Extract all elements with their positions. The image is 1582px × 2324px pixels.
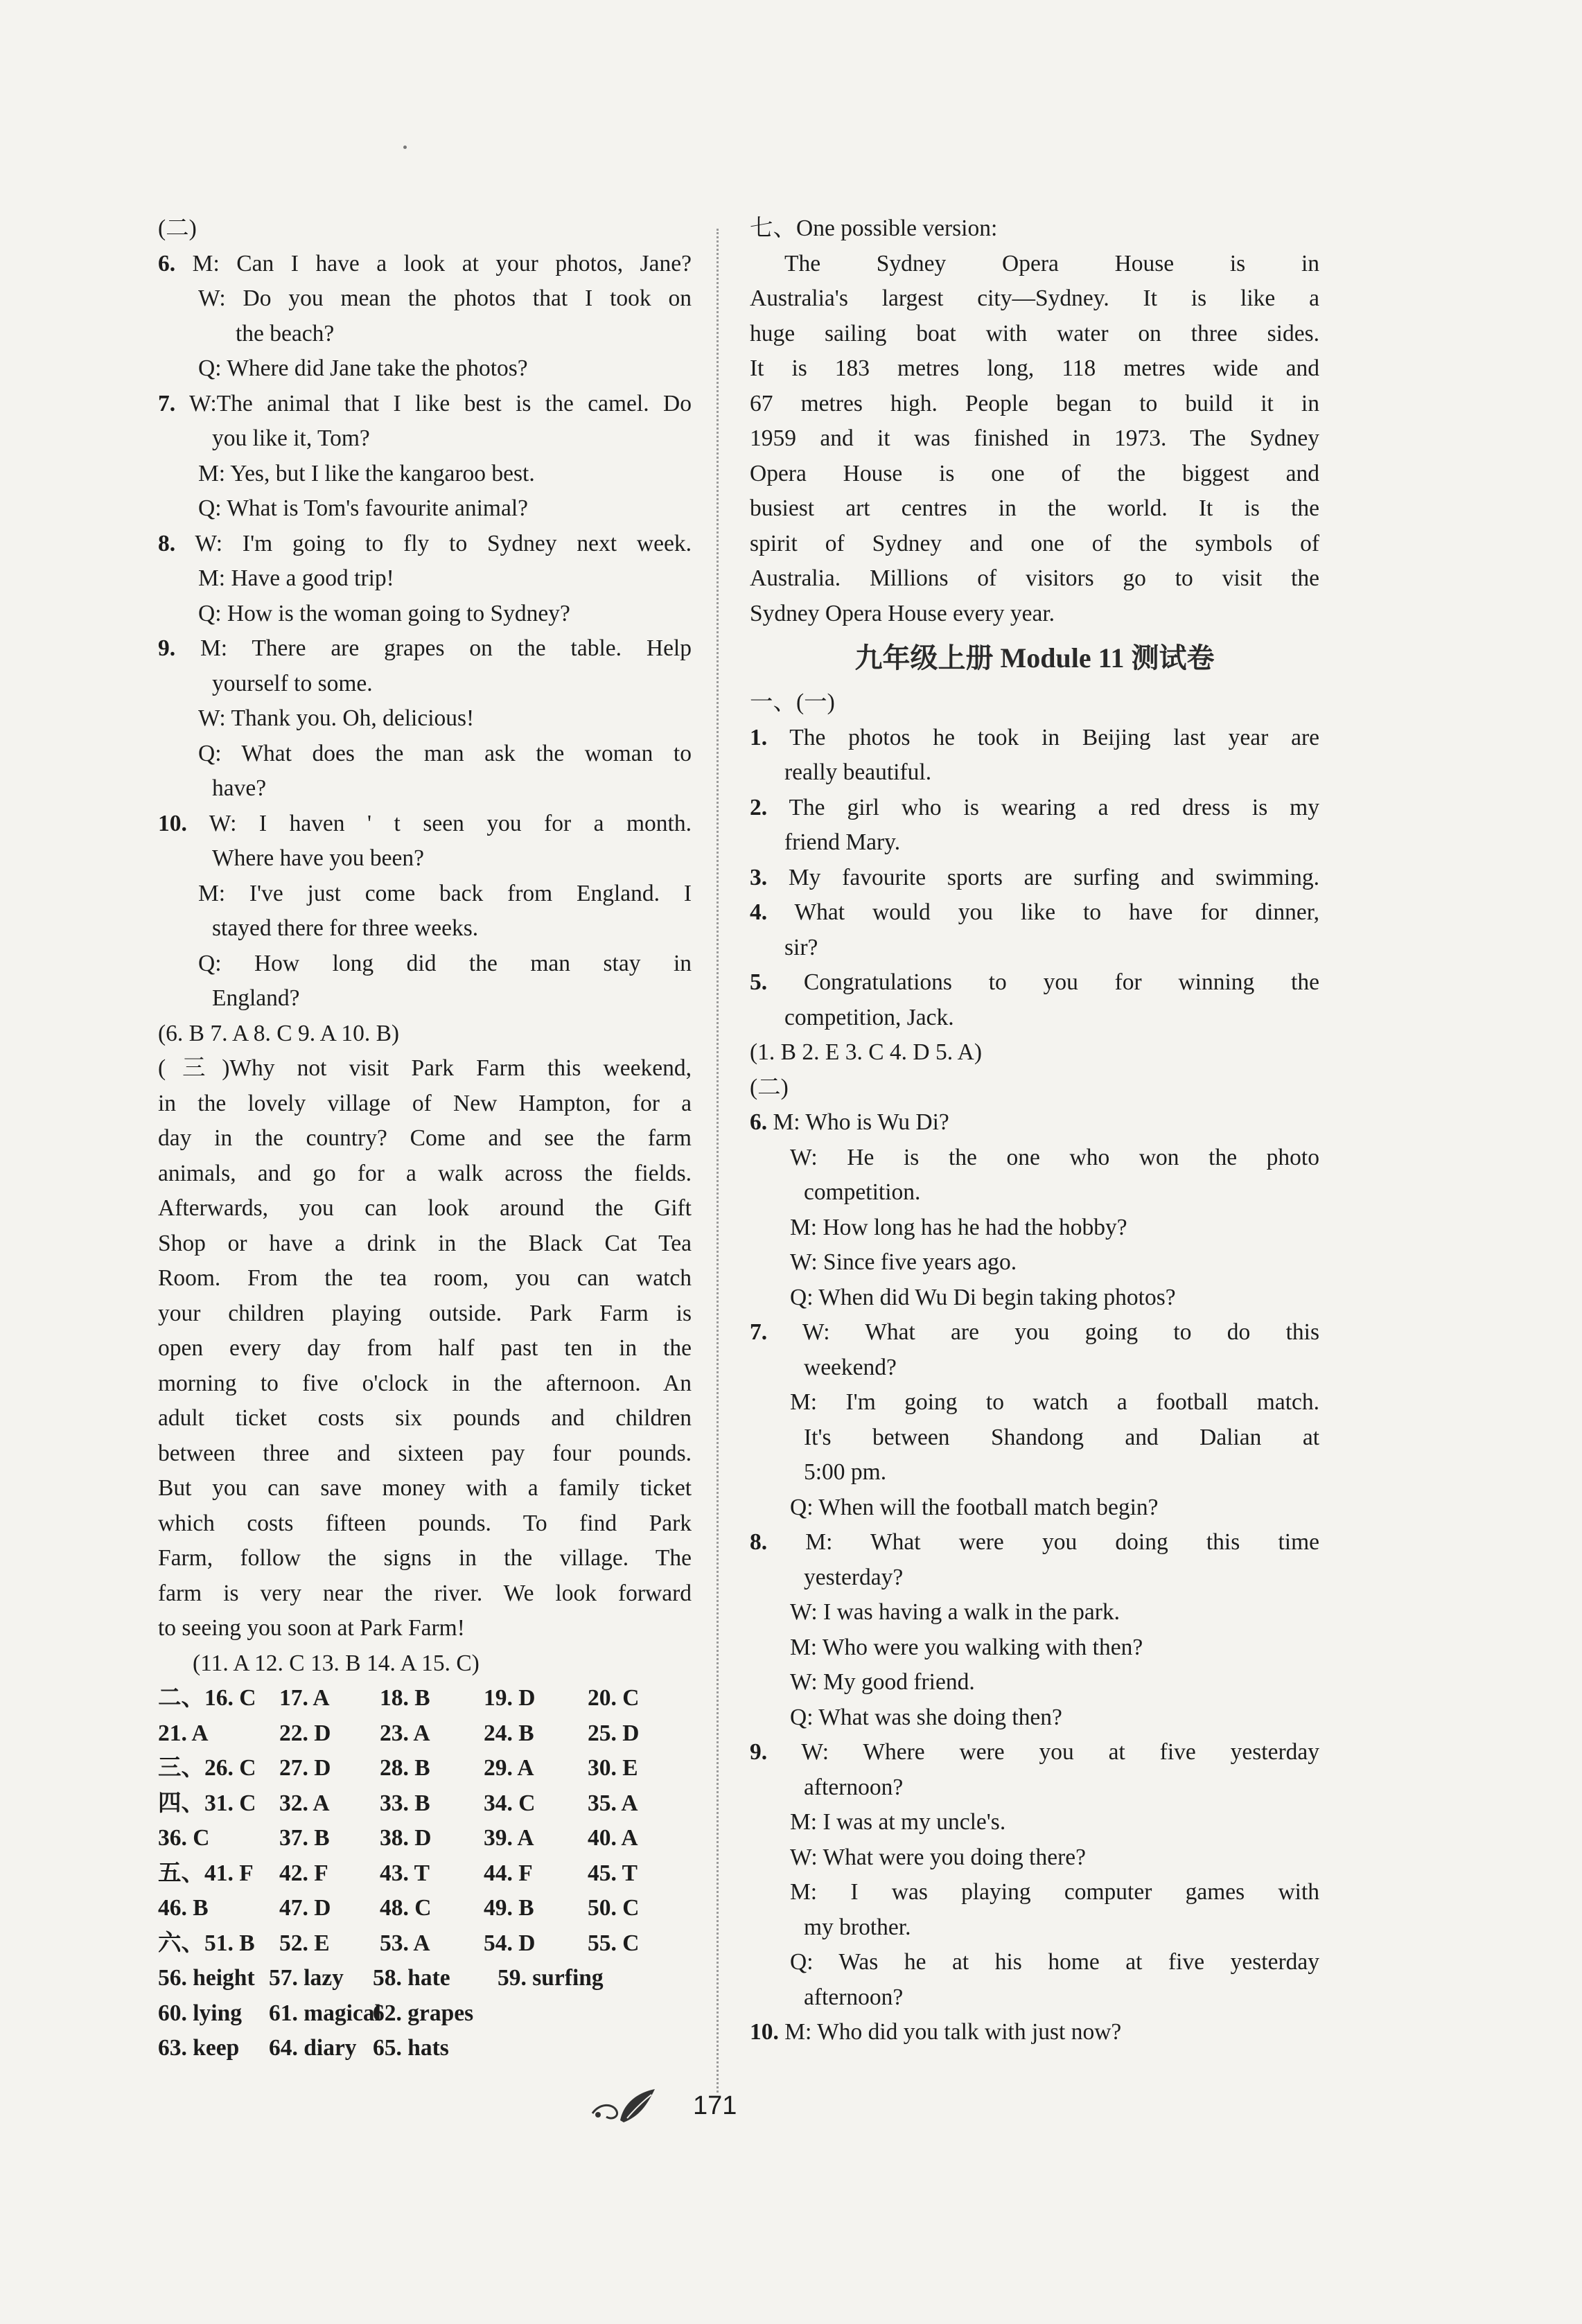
item-number: 10.	[158, 810, 187, 836]
left-line	[158, 877, 692, 912]
left-line	[158, 211, 692, 247]
right-line	[750, 895, 1319, 931]
page-number: 171	[693, 2091, 737, 2120]
left-line	[158, 527, 692, 562]
answer-row	[158, 1891, 692, 1926]
answer-row	[158, 2031, 692, 2066]
left-line	[158, 1506, 692, 1542]
line-text: animals, and go for a walk across the fields.	[158, 1160, 692, 1186]
line-text: the beach?	[236, 320, 335, 346]
line-text: Australia's largest city—Sydney. It is like a	[750, 285, 1319, 311]
right-line	[750, 861, 1319, 896]
answer-cell: 四、31. C	[158, 1790, 256, 1816]
line-text: friend Mary.	[784, 829, 901, 855]
right-top-line	[750, 527, 1319, 562]
answer-cell: 36. C	[158, 1825, 210, 1851]
answer-cell: 46. B	[158, 1895, 209, 1921]
right-line	[750, 1525, 1319, 1560]
answer-cell	[498, 2031, 608, 2066]
left-line	[158, 1016, 692, 1052]
left-line	[158, 947, 692, 982]
answer-cell: 62. grapes	[373, 2000, 474, 2026]
line-text: Q: When will the football match begin?	[790, 1494, 1159, 1520]
line-text: yesterday?	[804, 1564, 904, 1590]
answer-row	[158, 1751, 692, 1786]
line-text: Q: When did Wu Di begin taking photos?	[790, 1284, 1176, 1310]
answer-cell: 40. A	[588, 1825, 638, 1851]
answer-cell: 63. keep	[158, 2035, 240, 2061]
left-line	[158, 281, 692, 317]
left-line	[158, 1576, 692, 1612]
line-text: in the lovely village of New Hampton, for a	[158, 1090, 692, 1116]
left-line	[158, 911, 692, 947]
item-number: 2.	[750, 794, 768, 820]
line-text: But you can save money with a family ticket	[158, 1475, 692, 1501]
right-line	[750, 1350, 1319, 1386]
left-line	[158, 561, 692, 597]
right-line	[750, 1455, 1319, 1490]
line-text: Where have you been?	[212, 845, 424, 871]
answer-cell: 28. B	[380, 1755, 430, 1781]
line-text: sir?	[784, 934, 818, 960]
line-text: Q: What was she doing then?	[790, 1704, 1062, 1730]
line-text: W: He is the one who won the photo	[790, 1144, 1319, 1170]
right-line	[750, 1875, 1319, 1910]
line-text: (6. B 7. A 8. C 9. A 10. B)	[158, 1020, 400, 1046]
answer-cell: 60. lying	[158, 2000, 242, 2026]
line-text: W: What were you doing there?	[790, 1844, 1086, 1870]
left-line	[158, 981, 692, 1016]
line-text: afternoon?	[804, 1984, 904, 2010]
item-number: 9.	[158, 635, 176, 661]
line-text: competition.	[804, 1179, 921, 1205]
left-line	[158, 317, 692, 352]
right-line	[750, 1490, 1319, 1526]
line-text: my brother.	[804, 1914, 911, 1940]
item-number: 4.	[750, 899, 768, 925]
line-text: between three and sixteen pay four pounds.	[158, 1440, 692, 1466]
line-text: 七、One possible version:	[750, 215, 998, 241]
right-line	[750, 2015, 1319, 2050]
right-line	[750, 1211, 1319, 1246]
line-text: It's between Shandong and Dalian at	[804, 1424, 1319, 1450]
answer-cell: 五、41. F	[158, 1860, 254, 1886]
left-line	[158, 1541, 692, 1576]
right-line	[750, 1630, 1319, 1666]
answer-cell: 58. hate	[373, 1965, 450, 1991]
line-text: you like it, Tom?	[212, 425, 370, 451]
left-line	[158, 1121, 692, 1156]
left-line	[158, 491, 692, 527]
line-text: Q: Was he at his home at five yesterday	[790, 1949, 1319, 1975]
left-line	[158, 1646, 692, 1682]
right-top-line	[750, 281, 1319, 317]
answer-cell: 43. T	[380, 1860, 430, 1886]
answer-cell: 19. D	[484, 1685, 536, 1711]
line-text: morning to five o'clock in the afternoon. An	[158, 1370, 692, 1396]
line-text: yourself to some.	[212, 670, 373, 696]
line-text: W: Where were you at five yesterday	[767, 1739, 1319, 1765]
right-top-line	[750, 351, 1319, 387]
line-text: (二)	[750, 1074, 789, 1100]
line-text: W:The animal that I like best is the camel. Do	[175, 390, 692, 416]
right-top-line	[750, 317, 1319, 352]
right-line	[750, 1105, 1319, 1141]
right-line	[750, 1735, 1319, 1770]
line-text: open every day from half past ten in the	[158, 1335, 692, 1361]
right-line	[750, 1175, 1319, 1211]
line-text: day in the country? Come and see the farm	[158, 1125, 692, 1151]
left-line	[158, 771, 692, 807]
left-line	[158, 1366, 692, 1402]
right-line	[750, 1001, 1319, 1036]
line-text: Afterwards, you can look around the Gift	[158, 1195, 692, 1221]
right-line	[750, 1980, 1319, 2016]
answer-cell: 24. B	[484, 1720, 534, 1746]
line-text: Room. From the tea room, you can watch	[158, 1265, 692, 1291]
line-text: Opera House is one of the biggest and	[750, 460, 1319, 486]
right-line	[750, 1840, 1319, 1876]
answer-cell: 50. C	[588, 1895, 640, 1921]
right-top-line	[750, 597, 1319, 632]
line-text: Q: What is Tom's favourite animal?	[198, 495, 529, 521]
line-text: (三)Why not visit Park Farm this weekend,	[158, 1055, 692, 1081]
line-text: 一、(一)	[750, 689, 835, 715]
line-text: Q: How long did the man stay in	[198, 950, 692, 976]
answer-cell: 30. E	[588, 1755, 638, 1781]
answer-cell: 35. A	[588, 1790, 638, 1816]
left-line	[158, 1261, 692, 1296]
line-text: stayed there for three weeks.	[212, 915, 479, 941]
left-line	[158, 1331, 692, 1366]
line-text: farm is very near the river. We look forward	[158, 1580, 692, 1606]
item-number: 8.	[158, 530, 176, 556]
line-text: really beautiful.	[784, 759, 932, 785]
right-top-line	[750, 387, 1319, 422]
line-text: M: I'm going to watch a football match.	[790, 1389, 1319, 1415]
line-text: M: I was playing computer games with	[790, 1879, 1319, 1905]
left-line	[158, 387, 692, 422]
line-text: W: I'm going to fly to Sydney next week.	[175, 530, 692, 556]
item-number: 9.	[750, 1739, 768, 1765]
left-column	[158, 211, 692, 2066]
answer-cell: 53. A	[380, 1930, 430, 1956]
answer-cell: 二、16. C	[158, 1685, 256, 1711]
answer-cell: 65. hats	[373, 2035, 449, 2061]
line-text: W: Since five years ago.	[790, 1249, 1017, 1275]
answer-cell: 21. A	[158, 1720, 209, 1746]
line-text: M: Yes, but I like the kangaroo best.	[198, 460, 535, 486]
line-text: The Sydney Opera House is in	[784, 250, 1319, 276]
item-number: 3.	[750, 864, 768, 890]
right-line	[750, 931, 1319, 966]
line-text: M: Have a good trip!	[198, 565, 394, 591]
line-text: The girl who is wearing a red dress is my	[767, 794, 1319, 820]
left-line	[158, 351, 692, 387]
left-line	[158, 247, 692, 282]
left-line	[158, 1191, 692, 1226]
line-text: M: Who were you walking with then?	[790, 1634, 1143, 1660]
answer-cell: 32. A	[279, 1790, 330, 1816]
answer-cell: 33. B	[380, 1790, 430, 1816]
answer-cell: 25. D	[588, 1720, 640, 1746]
left-line	[158, 1471, 692, 1506]
line-text: Australia. Millions of visitors go to visit the	[750, 565, 1319, 591]
right-column	[750, 211, 1319, 2050]
line-text: Farm, follow the signs in the village. The	[158, 1545, 692, 1571]
left-line	[158, 1401, 692, 1436]
left-line	[158, 1296, 692, 1332]
right-line	[750, 1280, 1319, 1316]
line-text: competition, Jack.	[784, 1004, 954, 1030]
right-top-line	[750, 247, 1319, 282]
leaf-ornament-icon	[586, 2082, 669, 2131]
line-text: 1959 and it was finished in 1973. The Sydney	[750, 425, 1319, 451]
answer-row	[158, 1926, 692, 1962]
line-text: W: Do you mean the photos that I took on	[198, 285, 692, 311]
answer-cell: 54. D	[484, 1930, 536, 1956]
section-title: 九年级上册 Module 11 测试卷	[854, 642, 1215, 674]
left-line	[158, 667, 692, 702]
answer-cell: 55. C	[588, 1930, 640, 1956]
item-number: 8.	[750, 1529, 768, 1555]
item-number: 6.	[158, 250, 176, 276]
line-text: W: My good friend.	[790, 1669, 975, 1695]
answer-cell: 47. D	[279, 1895, 331, 1921]
right-line	[750, 1385, 1319, 1420]
print-speck	[403, 146, 407, 149]
answer-cell: 52. E	[279, 1930, 330, 1956]
left-line	[158, 1086, 692, 1122]
line-text: W: What are you going to do this	[767, 1319, 1319, 1345]
answer-cell: 18. B	[380, 1685, 430, 1711]
line-text: M: I've just come back from England. I	[198, 880, 692, 906]
line-text: W: Thank you. Oh, delicious!	[198, 705, 475, 731]
line-text: M: There are grapes on the table. Help	[175, 635, 692, 661]
line-text: My favourite sports are surfing and swimming.	[767, 864, 1319, 890]
line-text: What would you like to have for dinner,	[767, 899, 1319, 925]
line-text: weekend?	[804, 1354, 897, 1380]
line-text: huge sailing boat with water on three sides.	[750, 320, 1319, 346]
answer-cell: 49. B	[484, 1895, 534, 1921]
left-line	[158, 421, 692, 457]
right-top-line	[750, 421, 1319, 457]
left-line	[158, 701, 692, 737]
right-line	[750, 1595, 1319, 1630]
answer-cell: 29. A	[484, 1755, 534, 1781]
line-text: M: How long has he had the hobby?	[790, 1214, 1127, 1240]
line-text: M: Can I have a look at your photos, Jane?	[175, 250, 692, 276]
right-top-line	[750, 211, 1319, 247]
answer-cell: 57. lazy	[269, 1965, 344, 1991]
line-text: W: I haven ' t seen you for a month.	[186, 810, 692, 836]
answer-cell: 44. F	[484, 1860, 533, 1886]
left-line	[158, 597, 692, 632]
line-text: M: Who is Wu Di?	[767, 1109, 949, 1135]
answer-row	[158, 1786, 692, 1822]
line-text: which costs fifteen pounds. To find Park	[158, 1510, 692, 1536]
right-line	[750, 1910, 1319, 1946]
line-text: spirit of Sydney and one of the symbols of	[750, 530, 1319, 556]
answer-cell: 34. C	[484, 1790, 536, 1816]
answer-cell: 39. A	[484, 1825, 534, 1851]
item-number: 6.	[750, 1109, 768, 1135]
answer-cell: 23. A	[380, 1720, 430, 1746]
line-text: It is 183 metres long, 118 metres wide and	[750, 355, 1319, 381]
right-top-line	[750, 457, 1319, 492]
left-line	[158, 1226, 692, 1262]
answer-cell: 64. diary	[269, 2035, 357, 2061]
line-text: your children playing outside. Park Farm is	[158, 1300, 692, 1326]
answer-cell: 56. height	[158, 1965, 255, 1991]
right-line	[750, 791, 1319, 826]
line-text: Sydney Opera House every year.	[750, 600, 1055, 626]
line-text: The photos he took in Beijing last year are	[767, 724, 1319, 750]
left-line	[158, 807, 692, 842]
answer-cell: 42. F	[279, 1860, 328, 1886]
line-text: Q: What does the man ask the woman to	[198, 740, 692, 766]
right-line	[750, 755, 1319, 791]
line-text: busiest art centres in the world. It is the	[750, 495, 1319, 521]
answer-cell: 61. magical	[269, 2000, 381, 2026]
right-line	[750, 1700, 1319, 1736]
answer-cell: 59. surfing	[498, 1965, 604, 1991]
right-line	[750, 1770, 1319, 1806]
line-text: Congratulations to you for winning the	[767, 969, 1319, 995]
answer-cell: 17. A	[279, 1685, 330, 1711]
item-number: 10.	[750, 2019, 779, 2045]
right-line	[750, 1141, 1319, 1176]
line-text: 67 metres high. People began to build it in	[750, 390, 1319, 416]
answer-row	[158, 1821, 692, 1856]
answer-row	[158, 1961, 692, 1996]
right-line	[750, 1315, 1319, 1350]
right-line	[750, 1420, 1319, 1456]
right-line	[750, 825, 1319, 861]
line-text: W: I was having a walk in the park.	[790, 1599, 1120, 1625]
right-top-line	[750, 491, 1319, 527]
line-text: M: Who did you talk with just now?	[778, 2019, 1122, 2045]
answer-row	[158, 1681, 692, 1716]
answer-cell: 22. D	[279, 1720, 331, 1746]
left-line	[158, 737, 692, 772]
line-text: England?	[212, 985, 300, 1011]
line-text: (1. B 2. E 3. C 4. D 5. A)	[750, 1039, 982, 1065]
right-line	[750, 721, 1319, 756]
line-text: (11. A 12. C 13. B 14. A 15. C)	[193, 1650, 480, 1676]
right-line	[750, 1945, 1319, 1980]
column-divider	[717, 229, 719, 2093]
right-line	[750, 1245, 1319, 1280]
left-line	[158, 457, 692, 492]
answer-cell: 20. C	[588, 1685, 640, 1711]
left-line	[158, 1436, 692, 1472]
line-text: adult ticket costs six pounds and children	[158, 1405, 692, 1431]
line-text: 5:00 pm.	[804, 1459, 887, 1485]
right-line	[750, 1805, 1319, 1840]
line-text: afternoon?	[804, 1774, 904, 1800]
line-text: Q: Where did Jane take the photos?	[198, 355, 528, 381]
line-text: Shop or have a drink in the Black Cat Tea	[158, 1230, 692, 1256]
item-number: 1.	[750, 724, 768, 750]
right-line	[750, 685, 1319, 721]
line-text: M: I was at my uncle's.	[790, 1809, 1006, 1835]
left-line	[158, 841, 692, 877]
answer-cell: 37. B	[279, 1825, 330, 1851]
line-text: Q: How is the woman going to Sydney?	[198, 600, 570, 626]
answer-cell: 27. D	[279, 1755, 331, 1781]
answer-cell: 48. C	[380, 1895, 432, 1921]
left-line	[158, 1156, 692, 1192]
right-top-line	[750, 561, 1319, 597]
item-number: 5.	[750, 969, 768, 995]
right-line	[750, 1665, 1319, 1700]
answer-cell: 38. D	[380, 1825, 432, 1851]
item-number: 7.	[158, 390, 176, 416]
item-number: 7.	[750, 1319, 768, 1345]
answer-row	[158, 1856, 692, 1892]
line-text: (二)	[158, 215, 197, 241]
left-line	[158, 631, 692, 667]
right-line	[750, 1035, 1319, 1071]
answer-cell: 三、26. C	[158, 1755, 256, 1781]
answer-cell: 45. T	[588, 1860, 638, 1886]
left-line	[158, 1611, 692, 1646]
answer-row	[158, 1996, 692, 2032]
line-text: have?	[212, 775, 267, 801]
answer-row	[158, 1716, 692, 1752]
right-line	[750, 1071, 1319, 1106]
right-line	[750, 965, 1319, 1001]
line-text: to seeing you soon at Park Farm!	[158, 1615, 465, 1641]
answer-cell	[498, 1996, 608, 2032]
line-text: M: What were you doing this time	[767, 1529, 1319, 1555]
right-line	[750, 1560, 1319, 1596]
answer-cell: 六、51. B	[158, 1930, 255, 1956]
left-line	[158, 1051, 692, 1086]
